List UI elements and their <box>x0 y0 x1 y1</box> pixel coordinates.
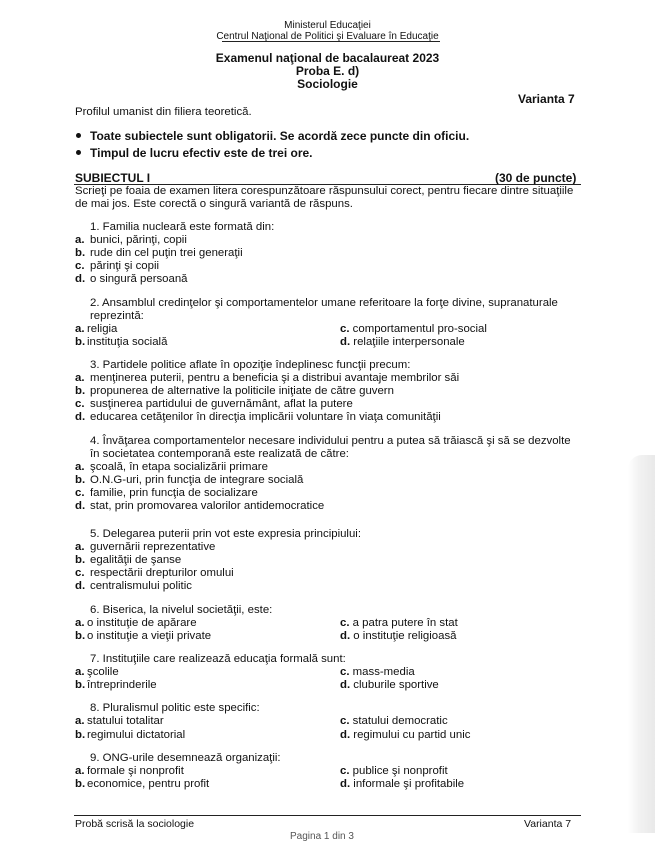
question-text: 5. Delegarea puterii prin vot este expresia principiului: <box>90 528 361 540</box>
question-text: 9. ONG-urile desemnează organizaţii: <box>90 752 281 764</box>
answer-option: d. o instituţie religioasă <box>340 630 457 642</box>
answer-option: a. guvernării reprezentative <box>75 541 216 553</box>
header-divider <box>222 41 440 42</box>
answer-option: c. comportamentul pro-social <box>340 323 487 335</box>
question-text: 7. Instituţiile care realizează educaţia formală sunt: <box>90 653 346 665</box>
answer-option: d. centralismului politic <box>75 580 192 592</box>
answer-option: a. religia <box>75 323 118 335</box>
note-text: Timpul de lucru efectiv este de trei ore. <box>90 146 313 160</box>
footer-left: Probă scrisă la sociologie <box>75 818 195 830</box>
answer-option: c. familie, prin funcţia de socializare <box>75 487 258 499</box>
question-text: reprezintă: <box>90 310 144 322</box>
answer-option: b. instituţia socială <box>75 336 168 348</box>
footer-right: Varianta 7 <box>524 818 572 830</box>
question-text: 2. Ansamblul credinţelor şi comportamentelor umane referitoare la forţe divine, supranaturale <box>90 297 558 309</box>
answer-option: a. bunici, părinţi, copii <box>75 234 187 246</box>
note-text: Toate subiectele sunt obligatorii. Se acordă zece puncte din oficiu. <box>90 129 470 143</box>
instructions-line: Scrieţi pe foaia de examen litera corespunzătoare răspunsului corect, pentru fiecare dintre situaţiile <box>75 185 574 197</box>
section-points: (30 de puncte) <box>495 171 577 185</box>
answer-option: a. o instituţie de apărare <box>75 617 197 629</box>
viewer-scrollbar-area[interactable] <box>628 455 655 833</box>
page-number: Pagina 1 din 3 <box>290 831 354 842</box>
answer-option: a. şcoală, în etapa socializării primare <box>75 461 268 473</box>
question-text: 4. Învăţarea comportamentelor necesare individului pentru a putea să trăiască şi să se dezvolte <box>90 435 571 447</box>
answer-option: c. mass-media <box>340 666 415 678</box>
answer-option: a. şcolile <box>75 666 119 678</box>
note-item <box>76 130 469 143</box>
instructions-line: de mai jos. Este corectă o singură variantă de răspuns. <box>75 198 353 210</box>
answer-option: c. publice şi nonprofit <box>340 765 448 777</box>
answer-option: b. o instituţie a vieţii private <box>75 630 212 642</box>
exam-title: Examenul naţional de bacalaureat 2023 <box>215 51 440 65</box>
answer-option: d. o singură persoană <box>75 273 188 285</box>
bullet-icon <box>76 150 81 155</box>
answer-option: c. părinţi şi copii <box>75 260 160 272</box>
answer-option: d. stat, prin promovarea valorilor antidemocratice <box>75 500 325 512</box>
answer-option: c. susţinerea partidului de guvernământ, aflat la putere <box>75 398 353 410</box>
section-title: SUBIECTUL I <box>75 171 151 185</box>
question-text: 8. Pluralismul politic este specific: <box>90 702 260 714</box>
answer-option: d. regimului cu partid unic <box>340 729 471 741</box>
answer-option: b. O.N.G-uri, prin funcţia de integrare socială <box>75 474 304 486</box>
question-text: 3. Partidele politice aflate în opoziţie îndeplinesc funcţii precum: <box>90 359 411 371</box>
question-text: 6. Biserica, la nivelul societăţii, este: <box>90 604 273 616</box>
answer-option: b. rude din cel puţin trei generaţii <box>75 247 243 259</box>
question-text: în societatea contemporană este realizată de către: <box>90 448 349 460</box>
ministry-name: Ministerul Educaţiei <box>284 20 371 31</box>
variant-label: Varianta 7 <box>518 92 575 106</box>
profile-text: Profilul umanist din filiera teoretică. <box>75 106 252 118</box>
answer-option: a. formale şi nonprofit <box>75 765 184 777</box>
answer-option: c. statului democratic <box>340 715 448 727</box>
answer-option: c. a patra putere în stat <box>340 617 458 629</box>
answer-option: b. regimului dictatorial <box>75 729 186 741</box>
exam-subject: Sociologie <box>297 77 358 91</box>
answer-option: d. informale şi profitabile <box>340 778 465 790</box>
answer-option: c. respectării drepturilor omului <box>75 567 234 579</box>
center-name: Centrul Naţional de Politici şi Evaluare în Educaţie <box>216 31 439 42</box>
footer-rule <box>74 815 581 816</box>
note-item <box>76 147 313 160</box>
exam-proba: Proba E. d) <box>295 64 360 78</box>
bullet-icon <box>76 133 81 138</box>
answer-option: b. economice, pentru profit <box>75 778 210 790</box>
answer-option: d. relaţiile interpersonale <box>340 336 465 348</box>
question-text: 1. Familia nucleară este formată din: <box>90 221 275 233</box>
answer-option: b. egalităţii de şanse <box>75 554 182 566</box>
answer-option: a. statului totalitar <box>75 715 164 727</box>
answer-option: d. educarea cetăţenilor în direcţia implicării voluntare în viaţa comunităţii <box>75 411 441 423</box>
answer-option: b. întreprinderile <box>75 679 157 691</box>
answer-option: d. cluburile sportive <box>340 679 439 691</box>
answer-option: b. propunerea de alternative la politicile iniţiate de către guvern <box>75 385 394 397</box>
answer-option: a. menţinerea puterii, pentru a beneficia şi a distribui avantaje membrilor săi <box>75 372 460 384</box>
